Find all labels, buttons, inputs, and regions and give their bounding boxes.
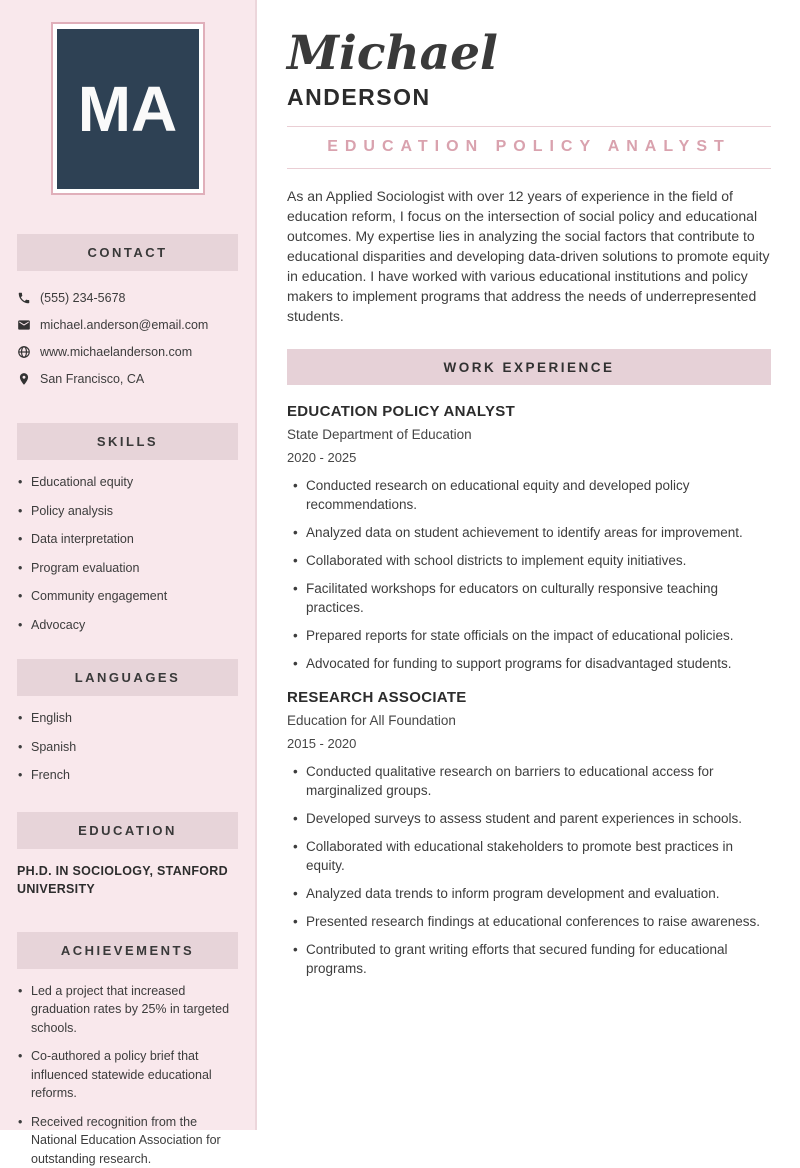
achievement-item: • Received recognition from the National Education Association for outstanding research. [17, 1113, 238, 1168]
job-bullet: • Prepared reports for state officials on the impact of educational policies. [293, 626, 771, 645]
job-bullet: • Collaborated with educational stakeholders to promote best practices in equity. [293, 837, 771, 875]
phone-icon [17, 291, 31, 305]
job-entry-1 [287, 403, 771, 673]
work-experience-heading: WORK EXPERIENCE [287, 349, 771, 385]
skill-item: • Advocacy [17, 616, 238, 635]
first-name: Michael [287, 28, 771, 80]
job-bullet: • Developed surveys to assess student and parent experiences in schools. [293, 809, 771, 828]
contact-location: San Francisco, CA [40, 372, 144, 386]
professional-title-block [287, 126, 771, 169]
contact-row-website [17, 338, 238, 365]
language-item: • Spanish [17, 738, 238, 757]
skills-list [17, 473, 238, 634]
last-name: ANDERSON [287, 84, 771, 111]
job-bullet: • Presented research findings at educational conferences to raise awareness. [293, 912, 771, 931]
job-company: State Department of Education [287, 427, 771, 442]
language-item: • English [17, 709, 238, 728]
languages-list [17, 709, 238, 785]
contact-section-heading: CONTACT [17, 234, 238, 271]
achievement-item: • Co-authored a policy brief that influenced statewide educational reforms. [17, 1047, 238, 1103]
achievements-section-heading: ACHIEVEMENTS [17, 932, 238, 969]
skill-item: • Data interpretation [17, 530, 238, 549]
job-bullet: • Analyzed data trends to inform program development and evaluation. [293, 884, 771, 903]
globe-icon [17, 345, 31, 359]
job-bullet: • Advocated for funding to support programs for disadvantaged students. [293, 654, 771, 673]
achievements-list [17, 982, 238, 1168]
avatar-frame [51, 22, 205, 195]
job-bullet: • Contributed to grant writing efforts that secured funding for educational programs. [293, 940, 771, 978]
job-dates: 2015 - 2020 [287, 736, 771, 751]
skill-item: • Policy analysis [17, 502, 238, 521]
skill-item: • Educational equity [17, 473, 238, 492]
skills-section-heading: SKILLS [17, 423, 238, 460]
language-item: • French [17, 766, 238, 785]
avatar-initials: MA [78, 72, 178, 146]
job-dates: 2020 - 2025 [287, 450, 771, 465]
skill-item: • Program evaluation [17, 559, 238, 578]
job-bullet: • Conducted research on educational equity and developed policy recommendations. [293, 476, 771, 514]
job-bullets [293, 762, 771, 978]
education-section-heading: EDUCATION [17, 812, 238, 849]
languages-section-heading: LANGUAGES [17, 659, 238, 696]
sidebar [0, 0, 257, 1130]
professional-title: EDUCATION POLICY ANALYST [327, 138, 731, 155]
profile-summary: As an Applied Sociologist with over 12 years of experience in the field of education reform, I focus on the intersection of social policy and educational outcomes. My expertise lies in analyzing the social factors that contribute to educational disparities and developing data-driven solutions to promote equity in education. I have worked with various educational institutions and policy makers to implement programs that address the needs of underrepresented students. [287, 186, 771, 326]
contact-row-phone [17, 284, 238, 311]
job-bullet: • Collaborated with school districts to implement equity initiatives. [293, 551, 771, 570]
contact-row-email [17, 311, 238, 338]
contact-phone: (555) 234-5678 [40, 291, 125, 305]
job-bullet: • Analyzed data on student achievement to identify areas for improvement. [293, 523, 771, 542]
job-role: RESEARCH ASSOCIATE [287, 689, 771, 706]
achievement-item: • Led a project that increased graduation rates by 25% in targeted schools. [17, 982, 238, 1038]
contact-website: www.michaelanderson.com [40, 345, 192, 359]
main-content [257, 0, 800, 1130]
location-pin-icon [17, 372, 31, 386]
job-company: Education for All Foundation [287, 713, 771, 728]
contact-email: michael.anderson@email.com [40, 318, 208, 332]
education-degree: PH.D. IN SOCIOLOGY, STANFORD UNIVERSITY [17, 862, 238, 898]
avatar [57, 29, 199, 189]
contact-list [17, 284, 238, 392]
job-bullet: • Facilitated workshops for educators on culturally responsive teaching practices. [293, 579, 771, 617]
job-role: EDUCATION POLICY ANALYST [287, 403, 771, 420]
skill-item: • Community engagement [17, 587, 238, 606]
job-bullets [293, 476, 771, 673]
job-bullet: • Conducted qualitative research on barriers to educational access for marginalized groups. [293, 762, 771, 800]
contact-row-location [17, 365, 238, 392]
email-icon [17, 318, 31, 332]
job-entry-2 [287, 689, 771, 978]
